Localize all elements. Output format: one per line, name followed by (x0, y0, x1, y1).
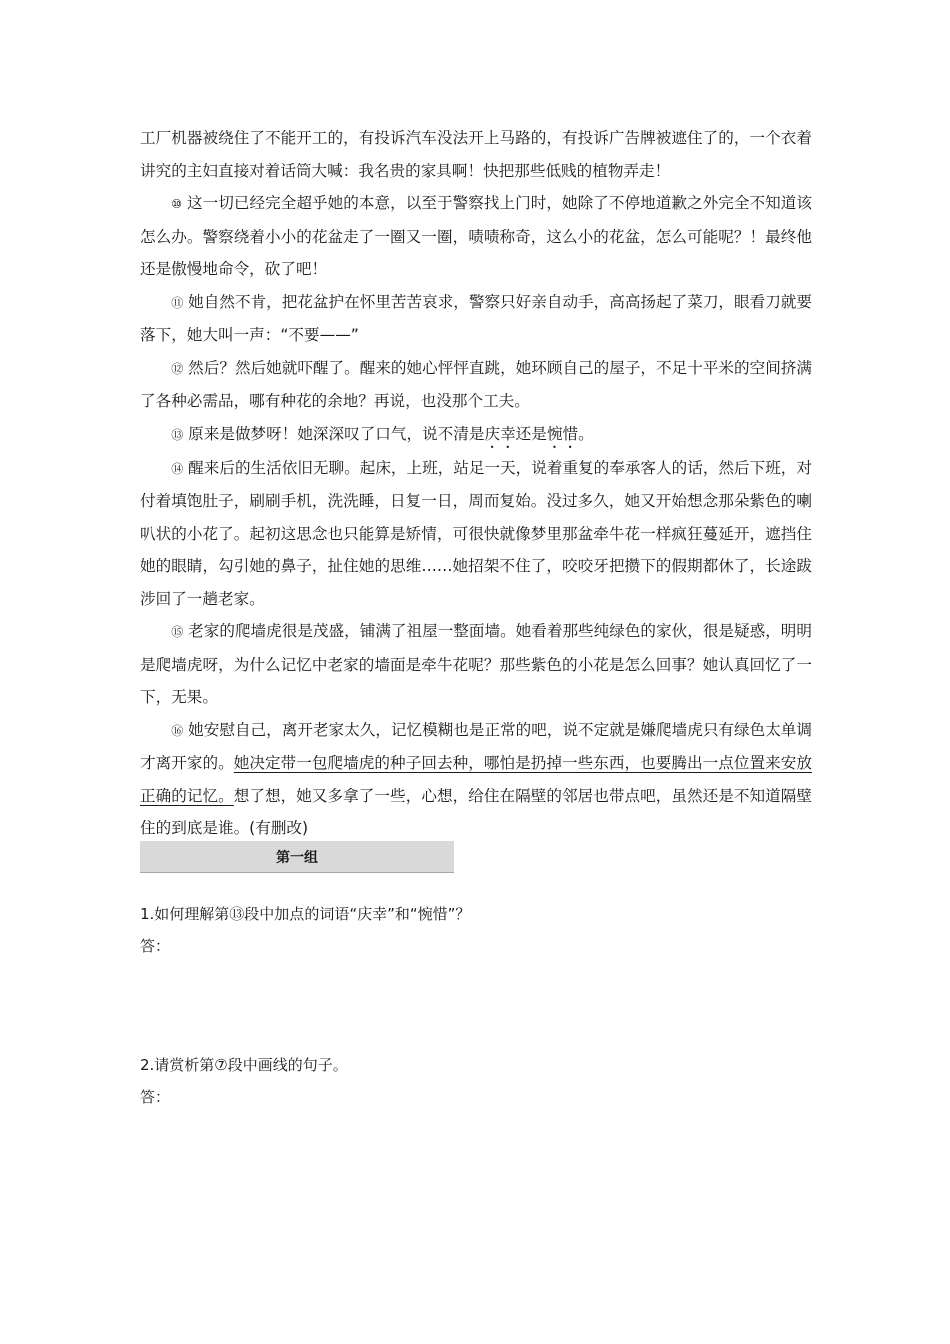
dotted-word-wanxi: 惋惜 (546, 424, 579, 443)
question-2 (140, 1049, 348, 1113)
paragraph-text-after: 想了想，她又多拿了一些，心想，给住在隔壁的邻居也带点吧，虽然还是不知道隔壁住的到底是谁。(有删改) (140, 786, 812, 837)
paragraph-number: ⑬ (171, 427, 184, 442)
dotted-word-qingxing: 庆幸 (484, 424, 516, 443)
question-text: 2.请赏析第⑦段中画线的句子。 (140, 1056, 348, 1074)
paragraph-13 (140, 418, 812, 452)
underlined-sentence: 她决定带一包爬墙虎的种子回去种，哪怕是扔掉一些东西，也要腾出一点位置来安放正确的记忆。 (140, 754, 812, 805)
paragraph-number: ⑫ (171, 361, 184, 376)
paragraph-number: ⑮ (171, 625, 184, 639)
paragraph-number: ⑯ (171, 723, 184, 738)
paragraph-14 (140, 452, 812, 616)
paragraph-number: ⑩ (171, 197, 182, 211)
section-header (140, 841, 454, 873)
question-1 (140, 898, 470, 962)
paragraph-text-before: 原来是做梦呀！她深深叹了口气，说不清是 (188, 424, 485, 443)
paragraph-text-mid: 还是 (515, 424, 547, 443)
answer-label: 答： (140, 937, 171, 955)
paragraph-text: 这一切已经完全超乎她的本意，以至于警察找上门时，她除了不停地道歉之外完全不知道该怎么办。警察绕着小小的花盆走了一圈又一圈，啧啧称奇，这么小的花盆，怎么可能呢？！最终他还是傲慢地命令，砍了吧！ (140, 194, 812, 278)
section-title: 第一组 (276, 849, 318, 866)
paragraph-text-before: 她安慰自己，离开老家太久，记忆模糊也是正常的吧，说不定就是嫌爬墙虎只有绿色太单调才离开家的。 (140, 720, 812, 772)
question-text: 1.如何理解第⑬段中加点的词语“庆幸”和“惋惜”？ (140, 905, 471, 923)
paragraph-text: 醒来后的生活依旧无聊。起床，上班，站足一天，说着重复的奉承客人的话，然后下班，对付着填饱肚子，刷刷手机，洗洗睡，日复一日，周而复始。没过多久，她又开始想念那朵紫色的喇叭状的小花了。起初这思念也只能算是矫情，可很快就像梦里那盆牵牛花一样疯狂蔓延开，遮挡住她的眼睛，勾引她的鼻子，扯住她的思维……她招架不住了，咬咬牙把攒下的假期都休了，长途跋涉回了一趟老家。 (140, 458, 812, 608)
paragraph-number: ⑭ (171, 461, 184, 476)
paragraph-continued: 工厂机器被绕住了不能开工的，有投诉汽车没法开上马路的，有投诉广告牌被遮住了的，一个衣着讲究的主妇直接对着话筒大喊：我名贵的家具啊！快把那些低贱的植物弄走！ (140, 129, 812, 180)
paragraph-number: ⑪ (171, 295, 184, 310)
paragraph-text: 她自然不肯，把花盆护在怀里苦苦哀求，警察只好亲自动手，高高扬起了菜刀，眼看刀就要落下，她大叫一声：“不要——” (140, 292, 812, 344)
article-text (140, 122, 812, 845)
paragraph-16 (140, 714, 812, 845)
paragraph-text: 老家的爬墙虎很是茂盛，铺满了祖屋一整面墙。她看着那些纯绿色的家伙，很是疑惑，明明是爬墙虎呀，为什么记忆中老家的墙面是牵牛花呢？那些紫色的小花是怎么回事？她认真回忆了一下，无果。 (140, 622, 812, 706)
answer-label: 答： (140, 1088, 171, 1106)
paragraph-text-after: 。 (578, 424, 594, 443)
paragraph-12 (140, 352, 812, 418)
paragraph-15 (140, 615, 812, 714)
paragraph-text: 然后？然后她就吓醒了。醒来的她心怦怦直跳，她环顾自己的屋子，不足十平米的空间挤满了各种必需品，哪有种花的余地？再说，也没那个工夫。 (140, 358, 812, 410)
paragraph-10 (140, 187, 812, 286)
paragraph-11 (140, 286, 812, 352)
